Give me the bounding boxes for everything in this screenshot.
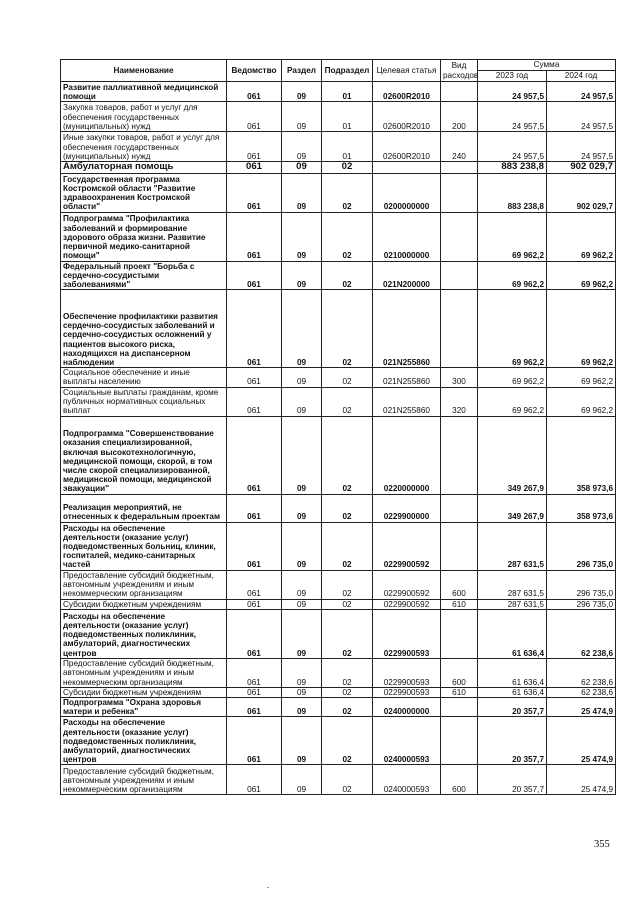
cell-cs: 021N200000	[373, 261, 441, 290]
cell-s2023: 883 238,8	[478, 162, 547, 174]
cell-name: Расходы на обеспечение деятельности (оказание услуг) подведомственных больниц, клиник, госпиталей, медико-санитарных частей	[61, 522, 227, 570]
header-razdel: Раздел	[282, 60, 322, 82]
cell-cs: 0229900593	[373, 658, 441, 687]
cell-s2024: 62 238,6	[547, 658, 616, 687]
cell-name: Государственная программа Костромской области "Развитие здравоохранения Костромской области"	[61, 173, 227, 212]
cell-ved: 061	[227, 697, 282, 716]
cell-razd: 09	[282, 609, 322, 658]
cell-s2024: 358 973,6	[547, 416, 616, 494]
cell-s2024: 358 973,6	[547, 494, 616, 522]
cell-vr	[441, 522, 478, 570]
cell-s2024: 902 029,7	[547, 173, 616, 212]
cell-podr: 02	[322, 162, 373, 174]
cell-cs: 02600R2010	[373, 102, 441, 132]
cell-ved: 061	[227, 609, 282, 658]
cell-ved: 061	[227, 162, 282, 174]
cell-name: Предоставление субсидий бюджетным, автономным учреждениям и иным некоммерческим организациям	[61, 658, 227, 687]
cell-name: Подпрограмма "Совершенствование оказания специализированной, включая высокотехнологичную, медицинской помощи, скорой, в том числе скорой специализированной, медицинской помощи, медицинской эвакуации"	[61, 416, 227, 494]
table-row	[61, 173, 616, 212]
cell-s2024: 69 962,2	[547, 368, 616, 387]
budget-table	[60, 59, 616, 795]
cell-cs: 0229900592	[373, 570, 441, 599]
cell-ved: 061	[227, 212, 282, 261]
cell-s2023: 61 636,4	[478, 687, 547, 697]
cell-vr	[441, 717, 478, 765]
cell-s2023: 69 962,2	[478, 368, 547, 387]
cell-s2024: 25 474,9	[547, 765, 616, 795]
header-year-2024: 2024 год	[547, 71, 616, 82]
table-header	[61, 60, 616, 82]
cell-podr: 02	[322, 290, 373, 368]
cell-cs: 021N255860	[373, 368, 441, 387]
cell-s2023: 24 957,5	[478, 132, 547, 162]
table-row	[61, 82, 616, 102]
table-row	[61, 132, 616, 162]
cell-s2023: 69 962,2	[478, 290, 547, 368]
header-name: Наименование	[61, 60, 227, 82]
table-row	[61, 658, 616, 687]
cell-name: Подпрограмма "Охрана здоровья матери и ребенка"	[61, 697, 227, 716]
cell-vr	[441, 173, 478, 212]
page-number: 355	[594, 839, 610, 850]
cell-s2023: 69 962,2	[478, 212, 547, 261]
cell-vr: 600	[441, 658, 478, 687]
table-row	[61, 416, 616, 494]
cell-s2024: 296 735,0	[547, 522, 616, 570]
cell-s2024: 296 735,0	[547, 599, 616, 609]
cell-ved: 061	[227, 416, 282, 494]
cell-vr	[441, 82, 478, 102]
header-podrazdel: Подраздел	[322, 60, 373, 82]
cell-cs: 0240000593	[373, 717, 441, 765]
cell-vr	[441, 261, 478, 290]
cell-s2023: 61 636,4	[478, 609, 547, 658]
cell-ved: 061	[227, 494, 282, 522]
cell-cs: 02600R2010	[373, 132, 441, 162]
cell-podr: 01	[322, 102, 373, 132]
cell-cs: 0229900593	[373, 609, 441, 658]
cell-name: Социальные выплаты гражданам, кроме публичных нормативных социальных выплат	[61, 387, 227, 416]
cell-podr: 02	[322, 494, 373, 522]
cell-name: Обеспечение профилактики развития сердечно-сосудистых заболеваний и сердечно-сосудистых осложнений у пациентов высокого риска, находящихся на диспансерном наблюдении	[61, 290, 227, 368]
cell-razd: 09	[282, 765, 322, 795]
cell-s2024: 69 962,2	[547, 290, 616, 368]
cell-podr: 02	[322, 765, 373, 795]
cell-razd: 09	[282, 522, 322, 570]
cell-vr: 600	[441, 570, 478, 599]
cell-razd: 09	[282, 697, 322, 716]
cell-name: Предоставление субсидий бюджетным, автономным учреждениям и иным некоммерческим организациям	[61, 765, 227, 795]
cell-s2024: 62 238,6	[547, 609, 616, 658]
table-row	[61, 102, 616, 132]
cell-ved: 061	[227, 290, 282, 368]
table-row	[61, 687, 616, 697]
cell-razd: 09	[282, 570, 322, 599]
cell-cs: 0229900592	[373, 599, 441, 609]
cell-name: Субсидии бюджетным учреждениям	[61, 599, 227, 609]
cell-razd: 09	[282, 658, 322, 687]
cell-vr: 300	[441, 368, 478, 387]
cell-cs: 0229900593	[373, 687, 441, 697]
cell-name: Предоставление субсидий бюджетным, автономным учреждениям и иным некоммерческим организациям	[61, 570, 227, 599]
cell-ved: 061	[227, 599, 282, 609]
cell-s2023: 20 357,7	[478, 717, 547, 765]
cell-vr: 610	[441, 599, 478, 609]
header-vedomstvo: Ведомство	[227, 60, 282, 82]
cell-s2024: 62 238,6	[547, 687, 616, 697]
cell-razd: 09	[282, 162, 322, 174]
cell-podr: 02	[322, 416, 373, 494]
cell-ved: 061	[227, 173, 282, 212]
cell-cs: 0220000000	[373, 416, 441, 494]
cell-s2024: 902 029,7	[547, 162, 616, 174]
cell-podr: 02	[322, 261, 373, 290]
cell-s2023: 349 267,9	[478, 494, 547, 522]
cell-cs: 0229900592	[373, 522, 441, 570]
cell-razd: 09	[282, 102, 322, 132]
table-row	[61, 387, 616, 416]
table-body	[61, 82, 616, 795]
cell-s2023: 24 957,5	[478, 102, 547, 132]
cell-ved: 061	[227, 82, 282, 102]
table-row	[61, 494, 616, 522]
cell-s2023: 61 636,4	[478, 658, 547, 687]
cell-cs: 0229900000	[373, 494, 441, 522]
cell-s2023: 349 267,9	[478, 416, 547, 494]
cell-s2023: 20 357,7	[478, 697, 547, 716]
cell-vr	[441, 609, 478, 658]
cell-cs: 02600R2010	[373, 82, 441, 102]
cell-s2023: 287 631,5	[478, 522, 547, 570]
cell-name: Социальное обеспечение и иные выплаты населению	[61, 368, 227, 387]
cell-cs: 0240000593	[373, 765, 441, 795]
cell-podr: 02	[322, 368, 373, 387]
cell-podr: 02	[322, 717, 373, 765]
cell-name: Подпрограмма "Профилактика заболеваний и формирование здорового образа жизни. Развитие первичной медико-санитарной помощи"	[61, 212, 227, 261]
cell-vr: 600	[441, 765, 478, 795]
cell-s2024: 24 957,5	[547, 132, 616, 162]
cell-podr: 02	[322, 658, 373, 687]
cell-s2024: 69 962,2	[547, 261, 616, 290]
cell-s2024: 69 962,2	[547, 387, 616, 416]
cell-razd: 09	[282, 82, 322, 102]
table-row	[61, 290, 616, 368]
header-celevaya-statya: Целевая статья	[373, 60, 441, 82]
cell-vr: 200	[441, 102, 478, 132]
cell-s2023: 69 962,2	[478, 261, 547, 290]
cell-vr: 320	[441, 387, 478, 416]
cell-podr: 02	[322, 697, 373, 716]
cell-ved: 061	[227, 261, 282, 290]
cell-ved: 061	[227, 522, 282, 570]
cell-podr: 02	[322, 212, 373, 261]
cell-razd: 09	[282, 173, 322, 212]
cell-ved: 061	[227, 717, 282, 765]
cell-name: Закупка товаров, работ и услуг для обеспечения государственных (муниципальных) нужд	[61, 102, 227, 132]
table-row	[61, 368, 616, 387]
cell-s2024: 24 957,5	[547, 102, 616, 132]
cell-s2023: 287 631,5	[478, 599, 547, 609]
cell-vr	[441, 212, 478, 261]
cell-razd: 09	[282, 717, 322, 765]
cell-razd: 09	[282, 261, 322, 290]
cell-vr	[441, 494, 478, 522]
cell-s2024: 25 474,9	[547, 697, 616, 716]
table-row	[61, 697, 616, 716]
cell-ved: 061	[227, 658, 282, 687]
cell-cs: 0200000000	[373, 173, 441, 212]
cell-podr: 02	[322, 570, 373, 599]
cell-name: Расходы на обеспечение деятельности (оказание услуг) подведомственных поликлиник, амбулаторий, диагностических центров	[61, 609, 227, 658]
header-year-2023: 2023 год	[478, 71, 547, 82]
cell-s2024: 296 735,0	[547, 570, 616, 599]
cell-razd: 09	[282, 132, 322, 162]
cell-cs: 021N255860	[373, 290, 441, 368]
cell-razd: 09	[282, 387, 322, 416]
cell-ved: 061	[227, 687, 282, 697]
table-row	[61, 522, 616, 570]
cell-vr	[441, 290, 478, 368]
cell-name: Реализация мероприятий, не отнесенных к федеральным проектам	[61, 494, 227, 522]
cell-razd: 09	[282, 212, 322, 261]
cell-vr	[441, 697, 478, 716]
scan-speck	[267, 887, 269, 888]
table-row	[61, 212, 616, 261]
cell-podr: 02	[322, 687, 373, 697]
table-row	[61, 261, 616, 290]
cell-razd: 09	[282, 494, 322, 522]
table-row	[61, 570, 616, 599]
cell-name: Субсидии бюджетным учреждениям	[61, 687, 227, 697]
cell-s2023: 24 957,5	[478, 82, 547, 102]
cell-s2024: 69 962,2	[547, 212, 616, 261]
table-row	[61, 765, 616, 795]
cell-cs: 0240000000	[373, 697, 441, 716]
cell-s2024: 24 957,5	[547, 82, 616, 102]
cell-podr: 02	[322, 599, 373, 609]
table-row	[61, 162, 616, 174]
cell-ved: 061	[227, 368, 282, 387]
header-vid-raskhodov: Вид расходов	[441, 60, 478, 82]
cell-podr: 01	[322, 132, 373, 162]
cell-vr: 240	[441, 132, 478, 162]
cell-vr: 610	[441, 687, 478, 697]
cell-ved: 061	[227, 102, 282, 132]
cell-cs: 021N255860	[373, 387, 441, 416]
cell-cs: 0210000000	[373, 212, 441, 261]
cell-name: Федеральный проект "Борьба с сердечно-сосудистыми заболеваниями"	[61, 261, 227, 290]
cell-s2023: 69 962,2	[478, 387, 547, 416]
cell-s2023: 883 238,8	[478, 173, 547, 212]
cell-razd: 09	[282, 290, 322, 368]
cell-ved: 061	[227, 570, 282, 599]
cell-vr	[441, 162, 478, 174]
cell-s2023: 20 357,7	[478, 765, 547, 795]
cell-cs	[373, 162, 441, 174]
cell-razd: 09	[282, 599, 322, 609]
cell-podr: 02	[322, 387, 373, 416]
table-row	[61, 609, 616, 658]
cell-s2023: 287 631,5	[478, 570, 547, 599]
cell-razd: 09	[282, 416, 322, 494]
cell-podr: 02	[322, 522, 373, 570]
cell-podr: 02	[322, 173, 373, 212]
cell-s2024: 25 474,9	[547, 717, 616, 765]
cell-razd: 09	[282, 687, 322, 697]
header-summa: Сумма	[478, 60, 616, 71]
cell-vr	[441, 416, 478, 494]
cell-ved: 061	[227, 387, 282, 416]
cell-name: Иные закупки товаров, работ и услуг для обеспечения государственных (муниципальных) нужд	[61, 132, 227, 162]
cell-ved: 061	[227, 132, 282, 162]
cell-razd: 09	[282, 368, 322, 387]
table-row	[61, 717, 616, 765]
cell-name: Развитие паллиативной медицинской помощи	[61, 82, 227, 102]
cell-name: Расходы на обеспечение деятельности (оказание услуг) подведомственных поликлиник, амбулаторий, диагностических центров	[61, 717, 227, 765]
cell-name: Амбулаторная помощь	[61, 162, 227, 174]
cell-podr: 02	[322, 609, 373, 658]
cell-ved: 061	[227, 765, 282, 795]
cell-podr: 01	[322, 82, 373, 102]
table-row	[61, 599, 616, 609]
